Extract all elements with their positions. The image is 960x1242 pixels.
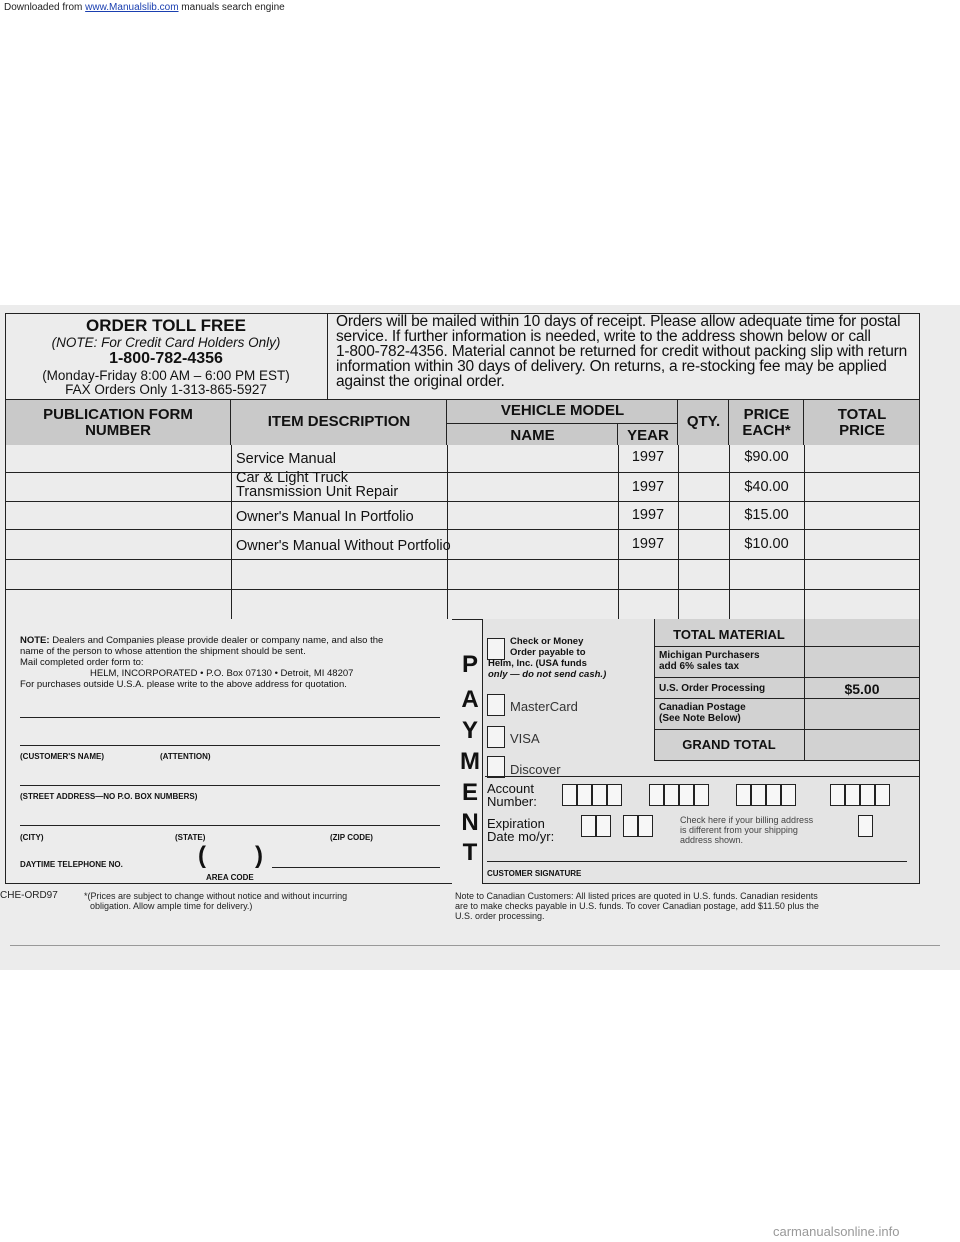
mailing-notice	[336, 314, 916, 389]
header-name: NAME	[510, 427, 555, 444]
signature-line[interactable]	[487, 861, 907, 862]
notice-line-4: information within 30 days of delivery. On returns, a re-stocking fee may be applied	[336, 358, 887, 375]
discover-checkbox[interactable]	[487, 756, 505, 778]
row-year: 1997	[631, 536, 665, 552]
price-note: *(Prices are subject to change without notice and without incurring obligation. Allow ample time for delivery.)	[84, 891, 348, 911]
billing-address-note: Check here if your billing address is different from your shipping address shown.	[680, 815, 814, 845]
row-price: $90.00	[744, 449, 789, 465]
customer-name-label: (CUSTOMER'S NAME)	[20, 752, 104, 761]
grand-total-label: GRAND TOTAL	[682, 737, 776, 752]
header-qty: QTY.	[686, 413, 721, 430]
row-item: Owner's Manual In Portfolio	[236, 509, 414, 525]
notice-line-1: Orders will be mailed within 10 days of receipt. Please allow adequate time for postal	[336, 313, 901, 330]
header-total-price: TOTAL PRICE	[837, 406, 887, 439]
check-money-order-checkbox[interactable]	[487, 638, 505, 660]
row-item: Car & Light Truck Transmission Unit Repair	[236, 470, 399, 500]
notice-line-2: service. If further information is needed, write to the address shown below or call	[336, 328, 871, 345]
header-price-each: PRICE EACH*	[742, 406, 791, 439]
us-processing-label: U.S. Order Processing	[659, 683, 766, 694]
toll-free-phone: 1-800-782-4356	[109, 350, 223, 367]
customer-signature-label: CUSTOMER SIGNATURE	[487, 869, 582, 878]
row-year: 1997	[631, 507, 665, 523]
order-form-sheet: ORDER TOLL FREE (NOTE: For Credit Card Holders Only) 1-800-782-4356 (Monday-Friday 8:00 AM – 6:00 PM EST) FAX Orders Only 1-313-865-5927 Orders will be mailed within 10 days of receipt. Please allow adequate time for postal service. If further information is needed, write to the address shown below or call 1-800-782-4356. Material cannot be returned for credit without packing slip with return information within 30 days of delivery. On returns, a re-stocking fee may be applied against the original order. PUBLICATION FORM NUMBER ITEM DESCRIPTION VEHICLE MODEL NAME YEAR QTY. PRICE EACH* TOTAL PRICE Service Manual 1997 $90.00 Car & Light Truck Transmission Unit Repair 1997 $40.00 Owner's Manual In Portfolio 1997 $15.00 Owner's Manual Without Portfolio 1997 $10.00 NOTE: Dealers and Companies please provide dealer or company name, and also the name of the person to whose attention the shipment should be sent. Mail completed order form to: HELM, INCORPORATED • P.O. Box 07130 • Detroit, MI 48207 For purchases outside U.S.A. please write to the above address for quotation. (CUSTOMER'S NAME) (ATTENTION) (STREET ADDRESS—NO P.O. BOX NUMBERS) (CITY) (STATE) (ZIP CODE) DAYTIME TELEPHONE NO. ( ) AREA CODE P A Y M E N T Check or Money Order payable to Helm, Inc. (USA funds only — do not send cash.) MasterCard VISA Discover Account Number: Expiration Date mo/yr: Check here if your billing address is different from your shipping address shown. CUSTOMER SIGNATURE TOTAL MATERIAL Michigan Purchasers add 6% sales tax U.S. Order Processing $5.00 Canadian Postage (See Note Below) GRAND TOTAL CHE-ORD97 *(Prices are subject to change without notice and without incurring obligation. Allow ample time for delivery.) Note to Canadian Customers: All listed prices are quoted in U.S. funds. Canadian residents are to make checks payable in U.S. funds. To cover Canadian postage, add $11.50 plus the U.S. order processing.	[0, 305, 960, 970]
banner-prefix: Downloaded from	[4, 2, 86, 13]
order-toll-free-title: ORDER TOLL FREE	[86, 316, 246, 335]
header-pub-form: PUBLICATION FORM NUMBER	[43, 406, 193, 439]
city-label: (CITY)	[20, 833, 44, 842]
attention-label: (ATTENTION)	[160, 752, 211, 761]
row-price: $10.00	[744, 536, 789, 552]
banner-suffix: manuals search engine	[178, 2, 285, 13]
canadian-note: Note to Canadian Customers: All listed prices are quoted in U.S. funds. Canadian residents are to make checks payable in U.S. funds. To cover Canadian postage, add $11.50 plus the U.S. order processing.	[455, 891, 819, 921]
manualslib-link[interactable]: www.Manualslib.com	[85, 2, 179, 13]
download-banner	[4, 2, 285, 13]
daytime-phone-label: DAYTIME TELEPHONE NO.	[20, 860, 123, 869]
header-vehicle-model: VEHICLE MODEL	[500, 402, 625, 419]
form-code: CHE-ORD97	[0, 890, 58, 901]
area-code-label: AREA CODE	[206, 873, 254, 882]
street-address-field[interactable]	[20, 785, 440, 786]
notice-line-3: 1-800-782-4356. Material cannot be returned for credit without packing slip with return	[336, 343, 908, 360]
phone-field[interactable]	[272, 867, 440, 868]
check-money-order-text: Check or Money Order payable to	[510, 636, 586, 658]
visa-label: VISA	[510, 731, 540, 746]
row-price: $40.00	[744, 479, 789, 495]
notice-line-5: against the original order.	[336, 373, 505, 390]
row-price: $15.00	[744, 507, 789, 523]
total-material-label: TOTAL MATERIAL	[673, 627, 785, 642]
mastercard-checkbox[interactable]	[487, 694, 505, 716]
carmanualsonline-watermark: carmanualsonline.info	[773, 1224, 900, 1239]
canadian-postage-label: Canadian Postage (See Note Below)	[659, 702, 746, 724]
city-state-zip-field[interactable]	[20, 825, 440, 826]
credit-card-note: (NOTE: For Credit Card Holders Only)	[51, 335, 281, 350]
row-item: Owner's Manual Without Portfolio	[236, 538, 451, 554]
visa-checkbox[interactable]	[487, 726, 505, 748]
area-code-open: (	[198, 842, 206, 869]
street-address-label: (STREET ADDRESS—NO P.O. BOX NUMBERS)	[20, 792, 198, 801]
mastercard-label: MasterCard	[510, 699, 578, 714]
order-hours: (Monday-Friday 8:00 AM – 6:00 PM EST)	[42, 368, 290, 383]
fax-number: FAX Orders Only 1-313-865-5927	[65, 382, 267, 397]
account-number-label: Account Number:	[487, 781, 537, 809]
state-label: (STATE)	[175, 833, 206, 842]
row-item: Service Manual	[236, 451, 336, 467]
michigan-tax-label: Michigan Purchasers add 6% sales tax	[659, 650, 760, 672]
header-year: YEAR	[627, 427, 669, 444]
header-item-description: ITEM DESCRIPTION	[267, 413, 411, 430]
us-processing-value: $5.00	[844, 681, 880, 697]
area-code-close: )	[255, 842, 263, 869]
billing-address-checkbox[interactable]	[858, 815, 873, 837]
row-year: 1997	[631, 479, 665, 495]
row-year: 1997	[631, 449, 665, 465]
check-money-order-text-2: Helm, Inc. (USA funds only — do not send cash.)	[488, 658, 607, 680]
dealer-note: NOTE: Dealers and Companies please provide dealer or company name, and also the name of the person to whose attention the shipment should be sent. Mail completed order form to: HELM, INCORPORATED • P.O. Box 07130 • Detroit, MI 48207 For purchases outside U.S.A. please write to the above address for quotation.	[20, 635, 384, 690]
discover-label: Discover	[510, 762, 561, 777]
zip-label: (ZIP CODE)	[330, 833, 373, 842]
expiration-label: Expiration Date mo/yr:	[487, 816, 555, 844]
